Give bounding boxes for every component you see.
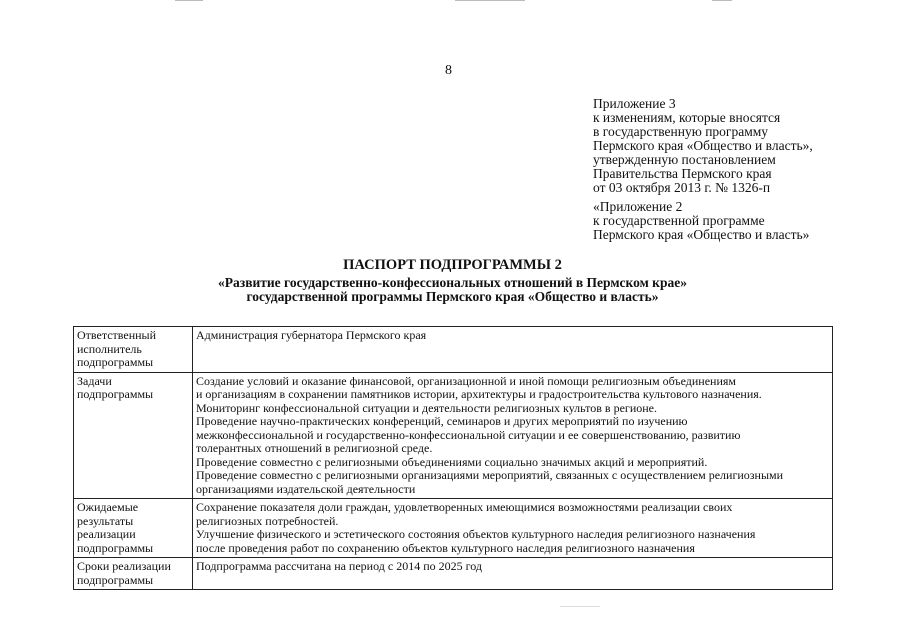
label-line: подпрограммы [77, 540, 154, 555]
row-value [193, 327, 833, 373]
appendix-sub-header [593, 200, 809, 242]
label-line: Сроки реализации [77, 559, 171, 573]
label-line: подпрограммы [77, 387, 154, 401]
table-row [74, 327, 833, 373]
document-subtitle [0, 276, 905, 304]
row-label [74, 327, 193, 373]
scan-edge-mark [712, 0, 732, 1]
scan-edge-mark [175, 0, 203, 1]
value-line: Подпрограмма рассчитана на период с 2014 по 2025 год [196, 559, 482, 573]
appendix-header [593, 97, 813, 195]
value-line: организациями издательской деятельности [196, 481, 416, 496]
label-line: подпрограммы [77, 572, 154, 587]
row-label [74, 499, 193, 558]
table-row [74, 558, 833, 590]
scan-edge-mark [455, 0, 525, 1]
label-line: Ответственный [77, 328, 157, 342]
appendix-line: от 03 октября 2013 г. № 1326-п [593, 180, 771, 195]
appendix-line: к изменениям, которые вносятся [593, 110, 781, 125]
row-value [193, 372, 833, 499]
appendix-line: Правительства Пермского края [593, 166, 772, 181]
appendix-line: Приложение 3 [593, 96, 676, 111]
value-line: религиозных потребностей. [196, 513, 339, 528]
value-line: и организациям в сохранении памятников истории, архитектуры и градостроительства культового назначения. [196, 387, 762, 401]
label-line: реализации [77, 527, 136, 541]
appendix-sub-line: Пермского края «Общество и власть» [593, 227, 810, 242]
value-line: Мониторинг конфессиональной ситуации и деятельности религиозных культов в регионе. [196, 400, 658, 415]
value-line: Администрация губернатора Пермского края [196, 328, 427, 342]
label-line: исполнитель [77, 341, 142, 356]
table-row [74, 372, 833, 499]
value-line: Проведение совместно с религиозными объединениями социально значимых акций и мероприятий. [196, 454, 708, 469]
document-title: ПАСПОРТ ПОДПРОГРАММЫ 2 [343, 257, 562, 273]
label-line: Ожидаемые [77, 500, 139, 514]
value-line: Проведение совместно с религиозными организациями мероприятий, связанных с осуществлением религиозными [196, 468, 784, 482]
page-number: 8 [445, 63, 452, 78]
row-label [74, 558, 193, 590]
appendix-line: в государственную программу [593, 124, 769, 139]
subtitle-line: «Развитие государственно-конфессиональных отношений в Пермском крае» [218, 275, 687, 290]
value-line: толерантных отношений в религиозной среде. [196, 441, 433, 455]
scan-mark [560, 606, 600, 607]
appendix-sub-line: к государственной программе [593, 213, 765, 228]
passport-table [73, 326, 833, 590]
appendix-line: утвержденную постановлением [593, 152, 776, 167]
label-line: Задачи [77, 373, 112, 388]
row-value [193, 558, 833, 590]
appendix-line: Пермского края «Общество и власть», [593, 138, 813, 153]
value-line: Сохранение показателя доли граждан, удовлетворенных имеющимися возможностями реализации своих [196, 500, 733, 514]
appendix-sub-line: «Приложение 2 [593, 199, 683, 214]
row-label [74, 372, 193, 499]
table-row [74, 499, 833, 558]
label-line: подпрограммы [77, 355, 154, 369]
subtitle-line: государственной программы Пермского края «Общество и власть» [246, 289, 659, 304]
value-line: после проведения работ по сохранению объектов культурного наследия религиозного назначения [196, 540, 695, 555]
value-line: Улучшение физического и эстетического состояния объектов культурного наследия религиозного назначения [196, 527, 756, 541]
value-line: межконфессиональной и государственно-конфессиональной ситуации и ее совершенствованию, развитию [196, 427, 741, 442]
label-line: результаты [77, 513, 134, 528]
value-line: Создание условий и оказание финансовой, организационной и иной помощи религиозным объединениям [196, 373, 736, 388]
row-value [193, 499, 833, 558]
value-line: Проведение научно-практических конференций, семинаров и других мероприятий по изучению [196, 414, 688, 428]
